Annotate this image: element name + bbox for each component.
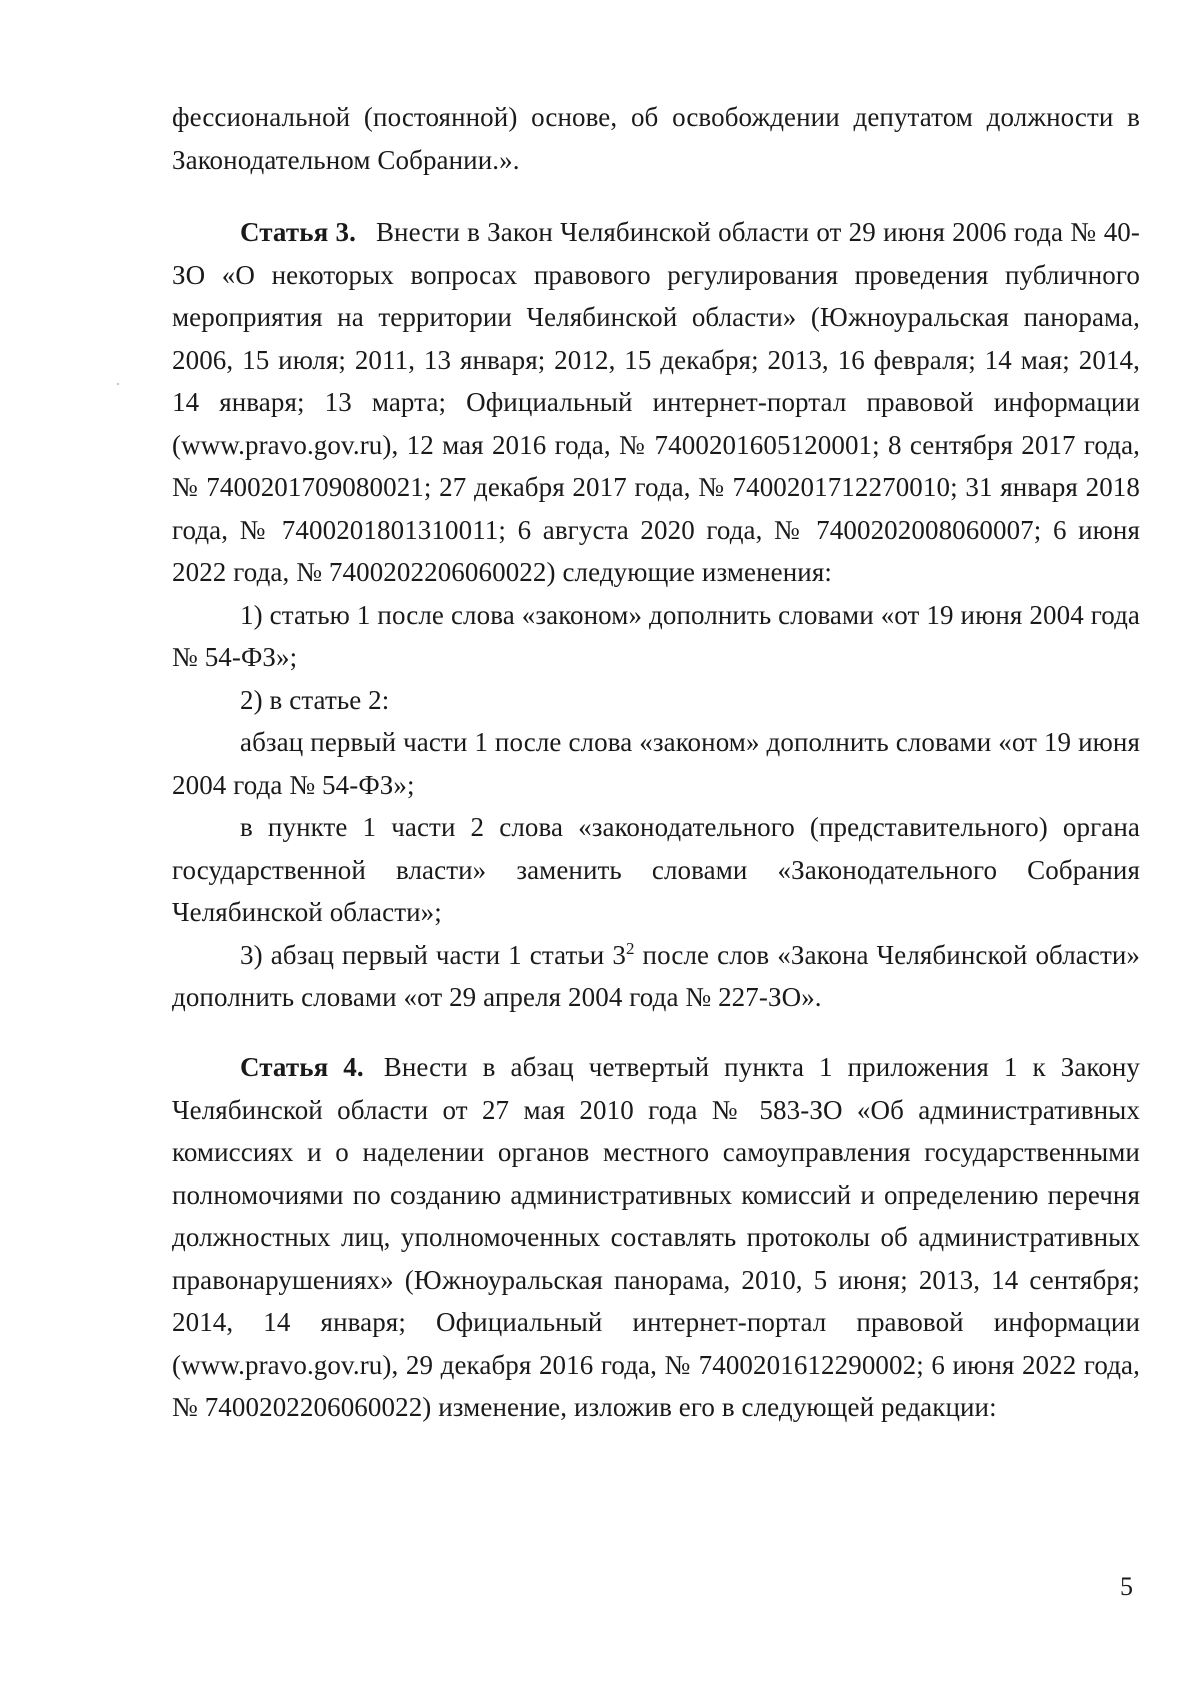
- article-3: [172, 211, 1140, 1019]
- article-3-heading: Статья 3.: [240, 217, 356, 247]
- article-3-item-2-a: абзац первый части 1 после слова «законом» дополнить словами «от 19 июня 2004 года № 54-ФЗ»;: [172, 727, 1140, 800]
- article-3-item-3: [172, 934, 1140, 1019]
- scan-artifact: [117, 383, 119, 385]
- article-4-paragraph: [172, 1046, 1140, 1429]
- article-4-text: Внести в абзац четвертый пункта 1 приложения 1 к Закону Челябинской области от 27 мая 2010 года № 583-ЗО «Об административных комиссиях и о наделении органов местного самоуправления государственными полномочиями по созданию административных комиссий и определению перечня должностных лиц, уполномоченных составлять протоколы об административных правонарушениях» (Южноуральская панорама, 2010, 5 июня; 2013, 14 сентября; 2014, 14 января; Официальный интернет-портал правовой информации (www.pravo.gov.ru), 29 декабря 2016 года, № 7400201612290002; 6 июня 2022 года, № 7400202206060022) изменение, изложив его в следующей редакции:: [172, 1052, 1141, 1422]
- continuation-block: [172, 96, 1140, 181]
- article-4-heading: Статья 4.: [240, 1052, 364, 1082]
- article-3-item-3-superscript: 2: [625, 938, 635, 958]
- article-4: [172, 1046, 1140, 1429]
- continuation-paragraph: фессиональной (постоянной) основе, об освобождении депутатом должности в Законодательном Собрании.».: [172, 102, 1140, 175]
- article-3-item-2: 2) в статье 2:: [240, 684, 390, 715]
- article-3-item-3-start: 3) абзац первый части 1 статьи 3: [240, 939, 626, 970]
- article-3-item-1: 1) статью 1 после слова «законом» дополнить словами «от 19 июня 2004 года № 54-ФЗ»;: [172, 599, 1140, 672]
- article-3-intro: Внести в Закон Челябинской области от 29 июня 2006 года № 40-ЗО «О некоторых вопросах правового регулирования проведения публичного мероприятия на территории Челябинской области» (Южноуральская панорама, 2006, 15 июля; 2011, 13 января; 2012, 15 декабря; 2013, 16 февраля; 14 мая; 2014, 14 января; 13 марта; Официальный интернет-портал правовой информации (www.pravo.gov.ru), 12 мая 2016 года, № 7400201605120001; 8 сентября 2017 года, № 7400201709080021; 27 декабря 2017 года, № 7400201712270010; 31 января 2018 года, № 7400201801310011; 6 августа 2020 года, № 7400202008060007; 6 июня 2022 года, № 7400202206060022) следующие изменения:: [172, 217, 1140, 587]
- page-number: 5: [1120, 1572, 1133, 1601]
- article-3-item-3-end: после слов «Закона Челябинской области» дополнить словами «от 29 апреля 2004 года № 227-ЗО».: [172, 939, 1140, 1012]
- article-3-intro-paragraph: [172, 211, 1140, 594]
- article-3-item-2-b: в пункте 1 части 2 слова «законодательного (представительного) органа государственной власти» заменить словами «Законодательного Собрания Челябинской области»;: [172, 812, 1140, 927]
